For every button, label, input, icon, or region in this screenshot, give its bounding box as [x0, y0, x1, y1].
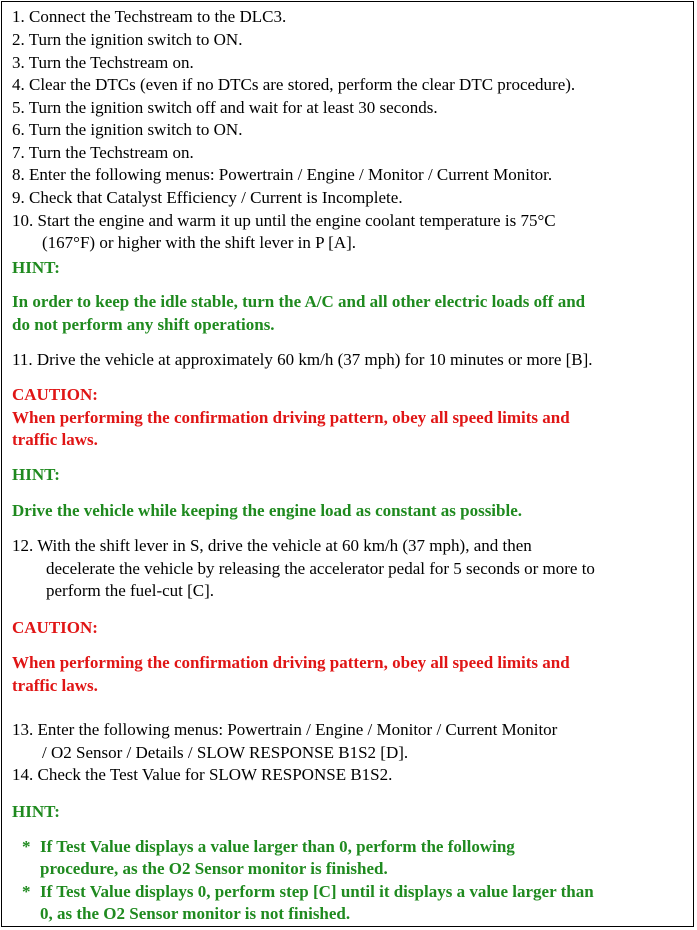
step-5: 5. Turn the ignition switch off and wait for at least 30 seconds.: [12, 98, 438, 117]
bullet-marker: *: [22, 837, 31, 856]
hint-text-line-1: In order to keep the idle stable, turn the A/C and all other electric loads off and: [12, 292, 586, 311]
caution-text-line-2: traffic laws.: [12, 430, 98, 449]
step-10-line-1: 10. Start the engine and warm it up until the engine coolant temperature is 75°C: [12, 211, 556, 230]
hint-text-line-2: do not perform any shift operations.: [12, 315, 275, 334]
step-14: 14. Check the Test Value for SLOW RESPONSE B1S2.: [12, 765, 393, 784]
step-1: 1. Connect the Techstream to the DLC3.: [12, 7, 287, 26]
step-13-line-1: 13. Enter the following menus: Powertrain / Engine / Monitor / Current Monitor: [12, 720, 558, 739]
step-12-line-3: perform the fuel-cut [C].: [46, 581, 215, 600]
step-7: 7. Turn the Techstream on.: [12, 143, 194, 162]
bullet-marker: *: [22, 882, 31, 901]
step-4: 4. Clear the DTCs (even if no DTCs are stored, perform the clear DTC procedure).: [12, 75, 576, 94]
step-6: 6. Turn the ignition switch to ON.: [12, 120, 243, 139]
hint-label: HINT:: [12, 258, 60, 277]
hint-bullet-2-line-1: If Test Value displays 0, perform step [C] until it displays a value larger than: [40, 882, 594, 901]
hint-label: HINT:: [12, 802, 60, 821]
hint-label: HINT:: [12, 465, 60, 484]
caution-text-line-1: When performing the confirmation driving pattern, obey all speed limits and: [12, 408, 570, 427]
step-12-line-2: decelerate the vehicle by releasing the accelerator pedal for 5 seconds or more to: [46, 559, 595, 578]
hint-bullet-1-line-2: procedure, as the O2 Sensor monitor is finished.: [40, 859, 388, 878]
hint-text: Drive the vehicle while keeping the engine load as constant as possible.: [12, 501, 523, 520]
step-10-line-2: (167°F) or higher with the shift lever in P [A].: [42, 233, 357, 252]
step-3: 3. Turn the Techstream on.: [12, 53, 194, 72]
step-9: 9. Check that Catalyst Efficiency / Current is Incomplete.: [12, 188, 403, 207]
hint-bullet-2-line-2: 0, as the O2 Sensor monitor is not finished.: [40, 904, 351, 923]
step-8: 8. Enter the following menus: Powertrain / Engine / Monitor / Current Monitor.: [12, 165, 553, 184]
caution-text-line-1: When performing the confirmation driving pattern, obey all speed limits and: [12, 653, 570, 672]
step-12-line-1: 12. With the shift lever in S, drive the vehicle at 60 km/h (37 mph), and then: [12, 536, 532, 555]
caution-text-line-2: traffic laws.: [12, 676, 98, 695]
hint-bullet-1-line-1: If Test Value displays a value larger than 0, perform the following: [40, 837, 515, 856]
step-13-line-2: / O2 Sensor / Details / SLOW RESPONSE B1S2 [D].: [42, 743, 409, 762]
step-2: 2. Turn the ignition switch to ON.: [12, 30, 243, 49]
caution-label: CAUTION:: [12, 618, 98, 637]
step-11: 11. Drive the vehicle at approximately 60 km/h (37 mph) for 10 minutes or more [B].: [12, 350, 593, 369]
caution-label: CAUTION:: [12, 385, 98, 404]
